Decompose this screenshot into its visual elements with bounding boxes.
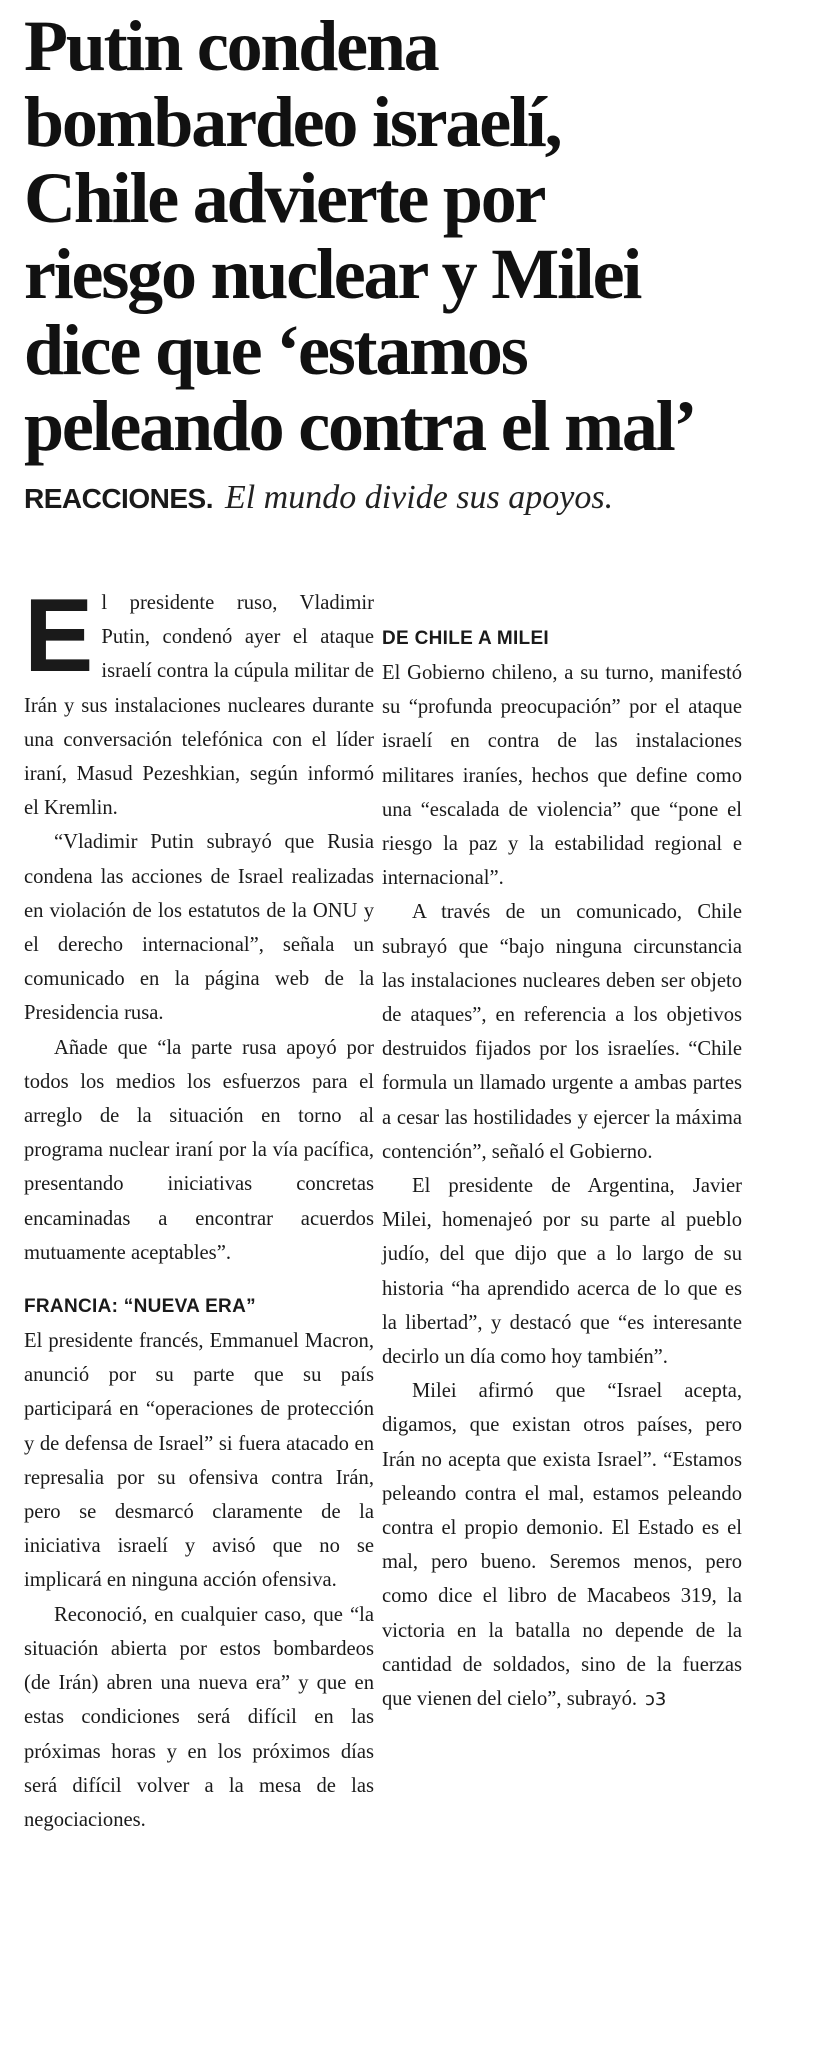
article-deck xyxy=(24,476,824,521)
article-paragraph xyxy=(24,578,374,825)
article-paragraph: “Vladimir Putin subrayó que Rusia condena las acciones de Israel realizadas en violación de los estatutos de la ONU y el derecho internacional”, señala un comunicado en la página web de la Presidencia rusa. xyxy=(24,831,374,1025)
article-paragraph: El presidente francés, Emmanuel Macron, anunció por su parte que su país participará en “operaciones de protección y de defensa de Israel” si fuera atacado en represalia por su ofensiva contra Irán, pero se desmarcó claramente de la iniciativa israelí y avisó que no se implicará en ninguna acción ofensiva. xyxy=(24,1330,374,1592)
headline-line: peleando contra el mal’ xyxy=(24,386,696,466)
article-paragraph: Añade que “la parte rusa apoyó por todos los medios los esfuerzos para el arreglo de la situación en torno al programa nuclear iraní por la vía pacífica, presentando iniciativas concretas encaminadas a encontrar acuerdos mutuamente aceptables”. xyxy=(24,1036,374,1264)
paragraph-text: Milei afirmó que “Israel acepta, digamos, que existan otros países, pero Irán no acepta que exista Israel”. “Estamos peleando contra el mal, estamos peleando contra el propio demonio. El Estado es el mal, pero bueno. Seremos menos, pero como dice el libro de Macabeos 319, la victoria en la batalla no depende de la cantidad de soldados, sino de la fuerzas que vienen del cielo”, subrayó. xyxy=(382,1380,742,1711)
drop-cap: E xyxy=(24,578,94,694)
headline-line: dice que ‘estamos xyxy=(24,310,527,390)
subheading-francia: FRANCIA: “NUEVA ERA” xyxy=(24,1296,256,1318)
headline-line: bombardeo israelí, xyxy=(24,82,561,162)
article-column-left xyxy=(24,578,374,1837)
end-mark-icon: ↄ3 xyxy=(645,1689,667,1711)
article-headline xyxy=(24,8,824,464)
article-tagline: El mundo divide sus apoyos. xyxy=(224,479,614,516)
headline-line: Putin condena xyxy=(24,6,438,86)
headline-line: riesgo nuclear y Milei xyxy=(24,234,641,314)
paragraph-text: l presidente ruso, Vladimir Putin, condenó ayer el ataque israelí contra la cúpula militar de Irán y sus instalaciones nucleares durante una conversación telefónica con el líder iraní, Masud Pezeshkian, según informó el Kremlin. xyxy=(24,592,374,820)
article-paragraph: Reconoció, en cualquier caso, que “la situación abierta por estos bombardeos (de Irán) abren una nueva era” y que en estas condiciones será difícil en las próximas horas y en los próximos días será difícil volver a la mesa de las negociaciones. xyxy=(24,1603,374,1831)
subheading-chile: DE CHILE A MILEI xyxy=(382,628,550,649)
headline-line: Chile advierte por xyxy=(24,158,545,238)
section-kicker: REACCIONES. xyxy=(24,483,213,514)
article-column-right xyxy=(382,586,742,1717)
article-paragraph: El Gobierno chileno, a su turno, manifestó su “profunda preocupación” por el ataque israelí en contra de las instalaciones militares iraníes, hechos que define como una “escalada de violencia” que “pone el riesgo la paz y la estabilidad regional e internacional”. xyxy=(382,662,742,890)
article-paragraph: El presidente de Argentina, Javier Milei, homenajeó por su parte al pueblo judío, del que dijo que a lo largo de su historia “ha aprendido acerca de lo que es la libertad”, y destacó que “es interesante decirlo un día como hoy también”. xyxy=(382,1175,742,1369)
article-paragraph: A través de un comunicado, Chile subrayó que “bajo ninguna circunstancia las instalaciones nucleares deben ser objeto de ataques”, en referencia a los objetivos destruidos fijados por los israelíes. “Chile formula un llamado urgente a ambas partes a cesar las hostilidades y ejercer la máxima contención”, señaló el Gobierno. xyxy=(382,901,742,1163)
article-paragraph xyxy=(382,1374,742,1717)
